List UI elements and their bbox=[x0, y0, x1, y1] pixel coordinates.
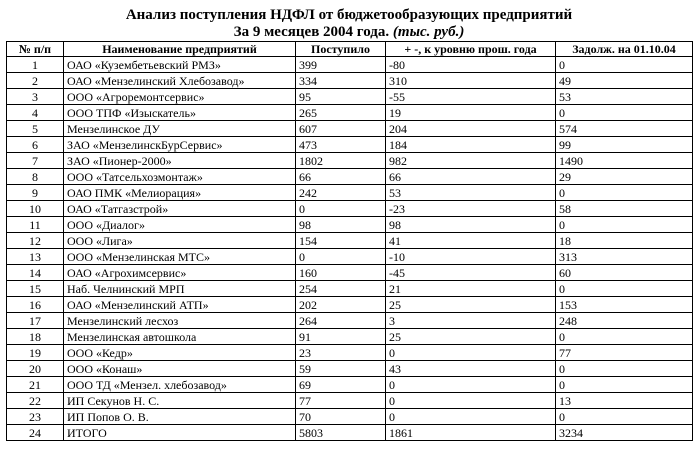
received-amount: 1802 bbox=[296, 153, 386, 169]
row-number: 20 bbox=[7, 361, 64, 377]
change-amount: 1861 bbox=[386, 425, 556, 441]
row-number: 21 bbox=[7, 377, 64, 393]
debt-amount: 77 bbox=[556, 345, 693, 361]
document-subtitle bbox=[0, 23, 698, 41]
debt-amount: 60 bbox=[556, 265, 693, 281]
debt-amount: 0 bbox=[556, 329, 693, 345]
company-name: ИП Попов О. В. bbox=[64, 409, 296, 425]
row-number: 24 bbox=[7, 425, 64, 441]
debt-amount: 1490 bbox=[556, 153, 693, 169]
row-number: 12 bbox=[7, 233, 64, 249]
company-name: ОАО «Мензелинский АТП» bbox=[64, 297, 296, 313]
change-amount: 41 bbox=[386, 233, 556, 249]
change-amount: -23 bbox=[386, 201, 556, 217]
change-amount: -45 bbox=[386, 265, 556, 281]
table-row bbox=[7, 265, 693, 281]
debt-amount: 29 bbox=[556, 169, 693, 185]
row-number: 1 bbox=[7, 57, 64, 73]
debt-amount: 0 bbox=[556, 105, 693, 121]
debt-amount: 18 bbox=[556, 233, 693, 249]
received-amount: 264 bbox=[296, 313, 386, 329]
debt-amount: 58 bbox=[556, 201, 693, 217]
change-amount: 19 bbox=[386, 105, 556, 121]
received-amount: 66 bbox=[296, 169, 386, 185]
row-number: 2 bbox=[7, 73, 64, 89]
table-row bbox=[7, 409, 693, 425]
company-name: ООО «Диалог» bbox=[64, 217, 296, 233]
change-amount: 982 bbox=[386, 153, 556, 169]
company-name: ООО «Конаш» bbox=[64, 361, 296, 377]
received-amount: 77 bbox=[296, 393, 386, 409]
table-row bbox=[7, 297, 693, 313]
debt-amount: 53 bbox=[556, 89, 693, 105]
table-row bbox=[7, 73, 693, 89]
row-number: 11 bbox=[7, 217, 64, 233]
company-name: ОАО «Кузембетьевский РМЗ» bbox=[64, 57, 296, 73]
received-amount: 160 bbox=[296, 265, 386, 281]
company-name: ОАО ПМК «Мелиорация» bbox=[64, 185, 296, 201]
change-amount: 25 bbox=[386, 329, 556, 345]
change-amount: 25 bbox=[386, 297, 556, 313]
change-amount: 204 bbox=[386, 121, 556, 137]
debt-amount: 313 bbox=[556, 249, 693, 265]
received-amount: 69 bbox=[296, 377, 386, 393]
table-row bbox=[7, 57, 693, 73]
received-amount: 254 bbox=[296, 281, 386, 297]
row-number: 16 bbox=[7, 297, 64, 313]
table-row bbox=[7, 425, 693, 441]
change-amount: 0 bbox=[386, 409, 556, 425]
received-amount: 70 bbox=[296, 409, 386, 425]
table-row bbox=[7, 313, 693, 329]
change-amount: -10 bbox=[386, 249, 556, 265]
company-name: ООО ТПФ «Изыскатель» bbox=[64, 105, 296, 121]
row-number: 15 bbox=[7, 281, 64, 297]
row-number: 22 bbox=[7, 393, 64, 409]
table-header-row bbox=[7, 42, 693, 57]
change-amount: -55 bbox=[386, 89, 556, 105]
received-amount: 265 bbox=[296, 105, 386, 121]
row-number: 7 bbox=[7, 153, 64, 169]
debt-amount: 0 bbox=[556, 377, 693, 393]
table-row bbox=[7, 169, 693, 185]
change-amount: -80 bbox=[386, 57, 556, 73]
company-name: ЗАО «Пионер-2000» bbox=[64, 153, 296, 169]
tax-receipts-table bbox=[6, 41, 693, 441]
company-name: ИП Секунов Н. С. bbox=[64, 393, 296, 409]
change-amount: 98 bbox=[386, 217, 556, 233]
row-number: 19 bbox=[7, 345, 64, 361]
received-amount: 23 bbox=[296, 345, 386, 361]
received-amount: 202 bbox=[296, 297, 386, 313]
company-name: ООО ТД «Мензел. хлебозавод» bbox=[64, 377, 296, 393]
table-row bbox=[7, 329, 693, 345]
change-amount: 310 bbox=[386, 73, 556, 89]
header-company-name: Наименование предприятий bbox=[64, 42, 296, 57]
document-title: Анализ поступления НДФЛ от бюджетообразующих предприятий bbox=[125, 7, 573, 23]
row-number: 10 bbox=[7, 201, 64, 217]
debt-amount: 248 bbox=[556, 313, 693, 329]
debt-amount: 0 bbox=[556, 185, 693, 201]
received-amount: 91 bbox=[296, 329, 386, 345]
received-amount: 154 bbox=[296, 233, 386, 249]
company-name: ООО «Кедр» bbox=[64, 345, 296, 361]
table-row bbox=[7, 185, 693, 201]
debt-amount: 0 bbox=[556, 217, 693, 233]
company-name: ООО «Лига» bbox=[64, 233, 296, 249]
row-number: 4 bbox=[7, 105, 64, 121]
table-row bbox=[7, 153, 693, 169]
change-amount: 184 bbox=[386, 137, 556, 153]
debt-amount: 0 bbox=[556, 361, 693, 377]
table-row bbox=[7, 89, 693, 105]
table-row bbox=[7, 121, 693, 137]
row-number: 14 bbox=[7, 265, 64, 281]
debt-amount: 0 bbox=[556, 281, 693, 297]
row-number: 23 bbox=[7, 409, 64, 425]
table-row bbox=[7, 137, 693, 153]
table-row bbox=[7, 393, 693, 409]
debt-amount: 0 bbox=[556, 57, 693, 73]
row-number: 3 bbox=[7, 89, 64, 105]
company-name: Мензелинский лесхоз bbox=[64, 313, 296, 329]
debt-amount: 0 bbox=[556, 409, 693, 425]
change-amount: 0 bbox=[386, 345, 556, 361]
company-name: ООО «Мензелинская МТС» bbox=[64, 249, 296, 265]
debt-amount: 99 bbox=[556, 137, 693, 153]
received-amount: 95 bbox=[296, 89, 386, 105]
header-number: № п/п bbox=[7, 42, 64, 57]
received-amount: 334 bbox=[296, 73, 386, 89]
change-amount: 53 bbox=[386, 185, 556, 201]
debt-amount: 13 bbox=[556, 393, 693, 409]
row-number: 6 bbox=[7, 137, 64, 153]
row-number: 18 bbox=[7, 329, 64, 345]
header-debt: Задолж. на 01.10.04 bbox=[556, 42, 693, 57]
debt-amount: 3234 bbox=[556, 425, 693, 441]
change-amount: 0 bbox=[386, 393, 556, 409]
table-row bbox=[7, 249, 693, 265]
debt-amount: 153 bbox=[556, 297, 693, 313]
company-name: ОАО «Татгазстрой» bbox=[64, 201, 296, 217]
change-amount: 3 bbox=[386, 313, 556, 329]
company-name: Мензелинская автошкола bbox=[64, 329, 296, 345]
row-number: 5 bbox=[7, 121, 64, 137]
change-amount: 0 bbox=[386, 377, 556, 393]
header-change: + -, к уровню прош. года bbox=[386, 42, 556, 57]
company-name: ОАО «Агрохимсервис» bbox=[64, 265, 296, 281]
received-amount: 0 bbox=[296, 249, 386, 265]
company-name: ООО «Татсельхозмонтаж» bbox=[64, 169, 296, 185]
row-number: 9 bbox=[7, 185, 64, 201]
received-amount: 0 bbox=[296, 201, 386, 217]
company-name: Мензелинское ДУ bbox=[64, 121, 296, 137]
debt-amount: 49 bbox=[556, 73, 693, 89]
received-amount: 399 bbox=[296, 57, 386, 73]
received-amount: 607 bbox=[296, 121, 386, 137]
change-amount: 43 bbox=[386, 361, 556, 377]
table-body bbox=[7, 57, 693, 441]
table-row bbox=[7, 361, 693, 377]
received-amount: 59 bbox=[296, 361, 386, 377]
table-row bbox=[7, 201, 693, 217]
debt-amount: 574 bbox=[556, 121, 693, 137]
row-number: 8 bbox=[7, 169, 64, 185]
received-amount: 242 bbox=[296, 185, 386, 201]
change-amount: 66 bbox=[386, 169, 556, 185]
table-row bbox=[7, 217, 693, 233]
change-amount: 21 bbox=[386, 281, 556, 297]
company-name: Наб. Челнинский МРП bbox=[64, 281, 296, 297]
table-row bbox=[7, 345, 693, 361]
table-row bbox=[7, 105, 693, 121]
received-amount: 5803 bbox=[296, 425, 386, 441]
received-amount: 473 bbox=[296, 137, 386, 153]
subtitle-period: За 9 месяцев 2004 года. bbox=[233, 24, 390, 40]
company-name: ИТОГО bbox=[64, 425, 296, 441]
header-received: Поступило bbox=[296, 42, 386, 57]
company-name: ЗАО «МензелинскБурСервис» bbox=[64, 137, 296, 153]
company-name: ОАО «Мензелинский Хлебозавод» bbox=[64, 73, 296, 89]
received-amount: 98 bbox=[296, 217, 386, 233]
table-row bbox=[7, 377, 693, 393]
subtitle-unit: (тыс. руб.) bbox=[392, 24, 465, 40]
row-number: 17 bbox=[7, 313, 64, 329]
table-row bbox=[7, 281, 693, 297]
row-number: 13 bbox=[7, 249, 64, 265]
company-name: ООО «Агроремонтсервис» bbox=[64, 89, 296, 105]
table-row bbox=[7, 233, 693, 249]
